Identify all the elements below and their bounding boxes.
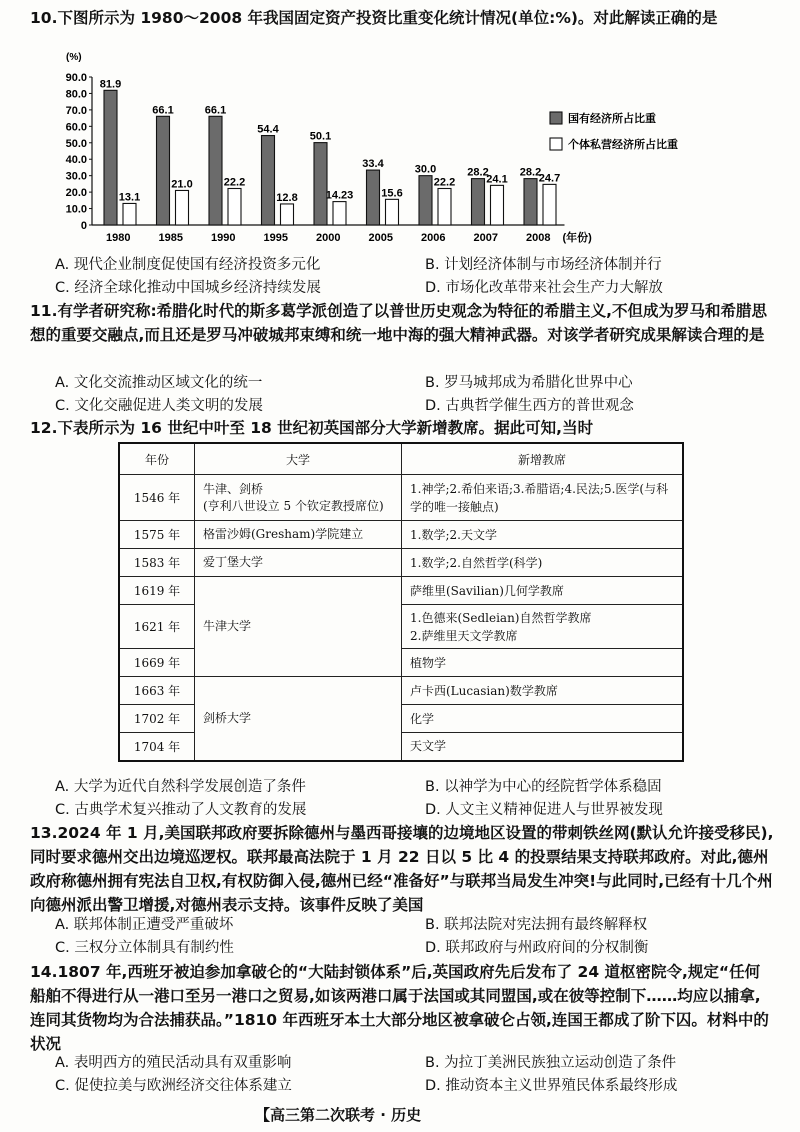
y-tick-label: 80.0 [65,88,87,101]
q11-option-d[interactable]: D. 古典哲学催生西方的普世观念 [425,398,634,414]
bar-private [543,184,556,225]
y-tick-label: 20.0 [65,187,87,200]
investment-bar-chart [30,40,730,255]
q10-option-c[interactable]: C. 经济全球化推动中国城乡经济持续发展 [55,280,321,296]
bar-state-owned [524,179,537,225]
bar-state-owned [104,90,117,225]
university-chairs-table [118,442,684,762]
bar-data-label: 81.9 [99,78,122,91]
bar-data-label: 12.8 [276,191,298,204]
legend-label-state-owned: 国有经济所占比重 [568,113,656,125]
q14-option-b[interactable]: B. 为拉丁美洲民族独立运动创造了条件 [425,1055,677,1071]
table-row [119,549,683,577]
bar-data-label: 66.1 [152,104,174,117]
legend-swatch-state-owned [550,112,562,124]
row-new-chairs: 萨维里(Savilian)几何学教席 [402,577,684,605]
bar-private [333,202,346,225]
legend-label-private: 个体私营经济所占比重 [568,139,678,151]
header-year: 年份 [119,443,195,475]
q10-option-a[interactable]: A. 现代企业制度促使国有经济投资多元化 [55,257,321,273]
y-axis-label: (%) [66,52,82,63]
row-new-chairs: 1.神学;2.希伯来语;3.希腊语;4.民法;5.医学(与科学的唯一接触点) [402,475,684,521]
row-new-chairs: 1.数学;2.天文学 [402,521,684,549]
bar-data-label: 22.2 [433,176,456,189]
row-university: 爱丁堡大学 [195,549,402,577]
q14-stem: 14.1807 年,西班牙被迫参加拿破仑的“大陆封锁体系”后,英国政府先后发布了 24 道枢密院令,规定“任何船舶不得进行从一港口至另一港口之贸易,如该两港口属于法国或其同盟国,或在彼等控制下……均应以捕拿,连同其货物均为合法捕获品。”1810 年西班牙本土大部分地区被拿破仑占领,连国王都成了阶下囚。材料中的状况 [30,963,769,1053]
x-tick-label: 1990 [211,232,236,244]
q10-option-d[interactable]: D. 市场化改革带来社会生产力大解放 [425,280,663,296]
chart-axes [66,52,593,244]
bar-data-label: 21.0 [171,178,193,191]
y-tick-label: 30.0 [65,170,87,183]
bar-state-owned [472,179,485,225]
bar-data-label: 15.6 [381,187,403,200]
x-tick-label: 2008 [526,232,551,244]
table-row [119,677,683,705]
row-year: 1669 年 [119,649,195,677]
q13-option-c[interactable]: C. 三权分立体制具有制约性 [55,940,234,956]
bar-data-label: 24.1 [486,173,508,186]
bar-state-owned [419,176,432,225]
row-year: 1702 年 [119,705,195,733]
x-tick-label: 2006 [421,232,446,244]
row-new-chairs: 植物学 [402,649,684,677]
header-university: 大学 [195,443,402,475]
q10-option-b[interactable]: B. 计划经济体制与市场经济体制并行 [425,257,662,273]
y-tick-label: 70.0 [65,104,87,117]
bar-data-label: 13.1 [118,191,141,204]
row-new-chairs: 化学 [402,705,684,733]
y-tick-label: 50.0 [65,137,87,150]
q11-option-c[interactable]: C. 文化交融促进人类文明的发展 [55,398,263,414]
row-university: 牛津、剑桥 (亨利八世设立 5 个钦定教授席位) [195,475,402,521]
bar-data-label: 22.2 [223,176,246,189]
bar-data-label: 24.7 [538,172,561,185]
bar-private [438,188,451,225]
row-year: 1619 年 [119,577,195,605]
bar-data-label: 54.4 [257,123,279,136]
y-tick-label: 0 [80,220,87,232]
x-tick-label: 2000 [316,232,341,244]
q10-stem: 10.下图所示为 1980～2008 年我国固定资产投资比重变化统计情况(单位:%)。对此解读正确的是 [30,9,718,27]
q12-option-b[interactable]: B. 以神学为中心的经院哲学体系稳固 [425,779,662,795]
bar-state-owned [157,116,170,225]
row-year: 1546 年 [119,475,195,521]
q14-option-c[interactable]: C. 促使拉美与欧洲经济交往体系建立 [55,1078,292,1094]
q14-option-a[interactable]: A. 表明西方的殖民活动具有双重影响 [55,1055,292,1071]
bar-data-label: 33.4 [362,158,384,171]
row-new-chairs: 1.数学;2.自然哲学(科学) [402,549,684,577]
row-year: 1663 年 [119,677,195,705]
bar-private [281,204,294,225]
bar-private [386,199,399,225]
chart-bars [100,78,560,225]
bar-data-label: 14.23 [325,189,354,202]
page-footer: 【高三第二次联考 · 历史 [255,1106,422,1124]
chart-legend [550,111,678,151]
q13-option-d[interactable]: D. 联邦政府与州政府间的分权制衡 [425,940,649,956]
q12-stem: 12.下表所示为 16 世纪中叶至 18 世纪初英国部分大学新增教席。据此可知,当时 [30,419,594,437]
y-tick-label: 90.0 [65,72,87,84]
bar-data-label: 66.1 [204,104,227,117]
row-university: 牛津大学 [195,577,402,677]
bar-private [123,203,136,225]
y-tick-label: 10.0 [65,203,87,216]
y-tick-label: 40.0 [65,154,87,167]
x-tick-label: 2005 [368,232,393,244]
row-new-chairs: 天文学 [402,733,684,761]
bar-state-owned [262,136,275,225]
q13-stem: 13.2024 年 1 月,美国联邦政府要拆除德州与墨西哥接壤的边境地区设置的带刺铁丝网(默认允许接受移民),同时要求德州交出边境巡逻权。联邦最高法院于 1 月 22 日以 5 比 4 的投票结果支持联邦政府。对此,德州政府称德州拥有宪法自卫权,有权防御入侵,德州已经“准备好”与联邦当局发生冲突!与此同时,已经有十几个州向德州派出警卫增援,对德州表示支持。该事件反映了美国 [30,824,774,914]
q12-option-a[interactable]: A. 大学为近代自然科学发展创造了条件 [55,779,306,795]
y-tick-label: 60.0 [65,121,87,134]
table-row [119,521,683,549]
bar-data-label: 28.2 [467,166,489,179]
bar-data-label: 28.2 [519,166,542,179]
table-row [119,577,683,605]
bar-private [491,185,504,225]
x-tick-label: 1980 [106,232,131,244]
q12-option-d[interactable]: D. 人文主义精神促进人与世界被发现 [425,802,663,818]
row-year: 1583 年 [119,549,195,577]
row-new-chairs: 1.色德来(Sedleian)自然哲学教席 2.萨维里天文学教席 [402,605,684,649]
bar-state-owned [367,170,380,225]
q11-option-b[interactable]: B. 罗马城邦成为希腊化世界中心 [425,375,633,391]
x-tick-label: 1985 [158,232,183,244]
q11-stem: 11.有学者研究称:希腊化时代的斯多葛学派创造了以普世历史观念为特征的希腊主义,不但成为罗马和希腊思想的重要交融点,而且还是罗马冲破城邦束缚和统一地中海的强大精神武器。对该学者研究成果解读合理的是 [30,302,768,344]
q13-option-a[interactable]: A. 联邦体制正遭受严重破坏 [55,917,234,933]
row-university: 格雷沙姆(Gresham)学院建立 [195,521,402,549]
q12-option-c[interactable]: C. 古典学术复兴推动了人文教育的发展 [55,802,307,818]
row-year: 1575 年 [119,521,195,549]
row-year: 1621 年 [119,605,195,649]
table-row [119,475,683,521]
bar-state-owned [314,143,327,225]
bar-private [176,190,189,225]
bar-private [228,188,241,225]
row-new-chairs: 卢卡西(Lucasian)数学教席 [402,677,684,705]
q11-option-a[interactable]: A. 文化交流推动区域文化的统一 [55,375,263,391]
q13-option-b[interactable]: B. 联邦法院对宪法拥有最终解释权 [425,917,648,933]
x-axis-label: (年份) [562,232,592,244]
bar-data-label: 30.0 [414,163,437,176]
legend-swatch-private [550,138,562,150]
table-header-row [119,443,683,475]
bar-data-label: 50.1 [309,130,332,143]
row-university: 剑桥大学 [195,677,402,761]
bar-state-owned [209,116,222,225]
header-new-chairs: 新增教席 [402,443,684,475]
x-tick-label: 1995 [263,232,288,244]
row-year: 1704 年 [119,733,195,761]
q14-option-d[interactable]: D. 推动资本主义世界殖民体系最终形成 [425,1078,678,1094]
x-tick-label: 2007 [473,232,498,244]
